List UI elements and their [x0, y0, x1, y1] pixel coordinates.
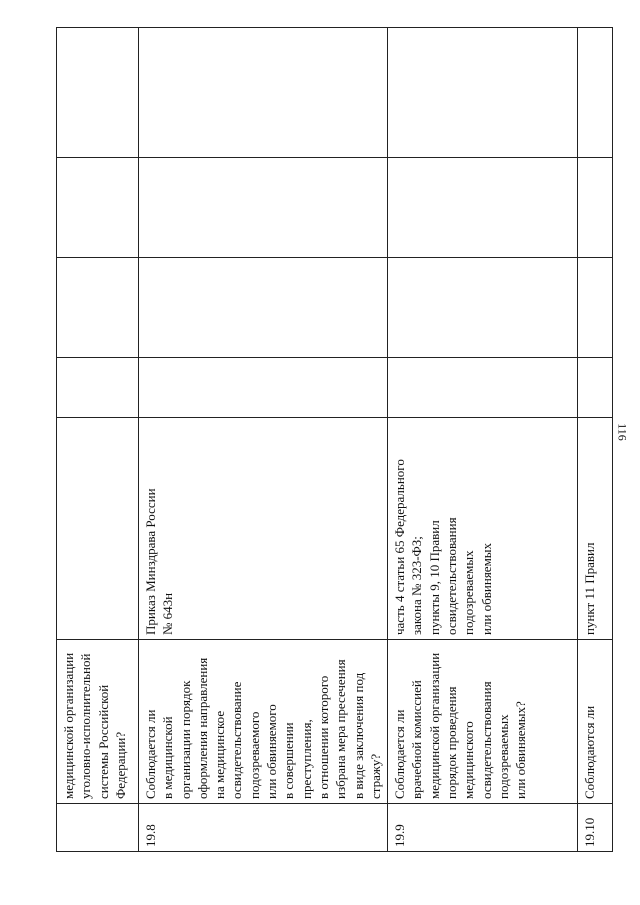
row-number: [57, 804, 139, 852]
legal-reference-cell: пункт 11 Правил: [578, 418, 613, 640]
question-cell: Соблюдается ли в медицинской организации порядок оформления направления на медицинское освидетельствование подозреваемого или обвиняемого в совершении преступления, в отношении которого избрана мера пресечения в виде заключения под стражу?: [139, 640, 388, 804]
checklist-table: [56, 27, 613, 852]
row-number: 19.9: [388, 804, 578, 852]
row-number: 19.10: [578, 804, 613, 852]
answer-no-cell: [139, 258, 388, 358]
legal-reference-cell: [57, 418, 139, 640]
answer-yes-cell: [388, 358, 578, 418]
note-cell: [388, 28, 578, 158]
answer-not-applicable-cell: [139, 158, 388, 258]
page-number: 116: [615, 423, 630, 441]
answer-yes-cell: [57, 358, 139, 418]
question-cell: медицинской организации уголовно-исполнительной системы Российской Федерации?: [57, 640, 139, 804]
note-cell: [578, 28, 613, 158]
answer-not-applicable-cell: [57, 158, 139, 258]
note-cell: [139, 28, 388, 158]
answer-not-applicable-cell: [578, 158, 613, 258]
answer-yes-cell: [578, 358, 613, 418]
question-cell: Соблюдается ли врачебной комиссией медицинской организации порядок проведения медицинского освидетельствования подозреваемых или обвиняемых?: [388, 640, 578, 804]
answer-not-applicable-cell: [388, 158, 578, 258]
question-cell: Соблюдаются ли: [578, 640, 613, 804]
legal-reference-cell: часть 4 статьи 65 Федерального закона № 323-ФЗ; пункты 9, 10 Правил освидетельствования подозреваемых или обвиняемых: [388, 418, 578, 640]
answer-yes-cell: [139, 358, 388, 418]
table-row: [578, 28, 613, 852]
table-row: [139, 28, 388, 852]
table-row: [388, 28, 578, 852]
note-cell: [57, 28, 139, 158]
row-number: 19.8: [139, 804, 388, 852]
answer-no-cell: [578, 258, 613, 358]
legal-reference-cell: Приказ Минздрава России № 643н: [139, 418, 388, 640]
answer-no-cell: [57, 258, 139, 358]
table-row: [57, 28, 139, 852]
rotated-table-container: [56, 28, 612, 852]
answer-no-cell: [388, 258, 578, 358]
